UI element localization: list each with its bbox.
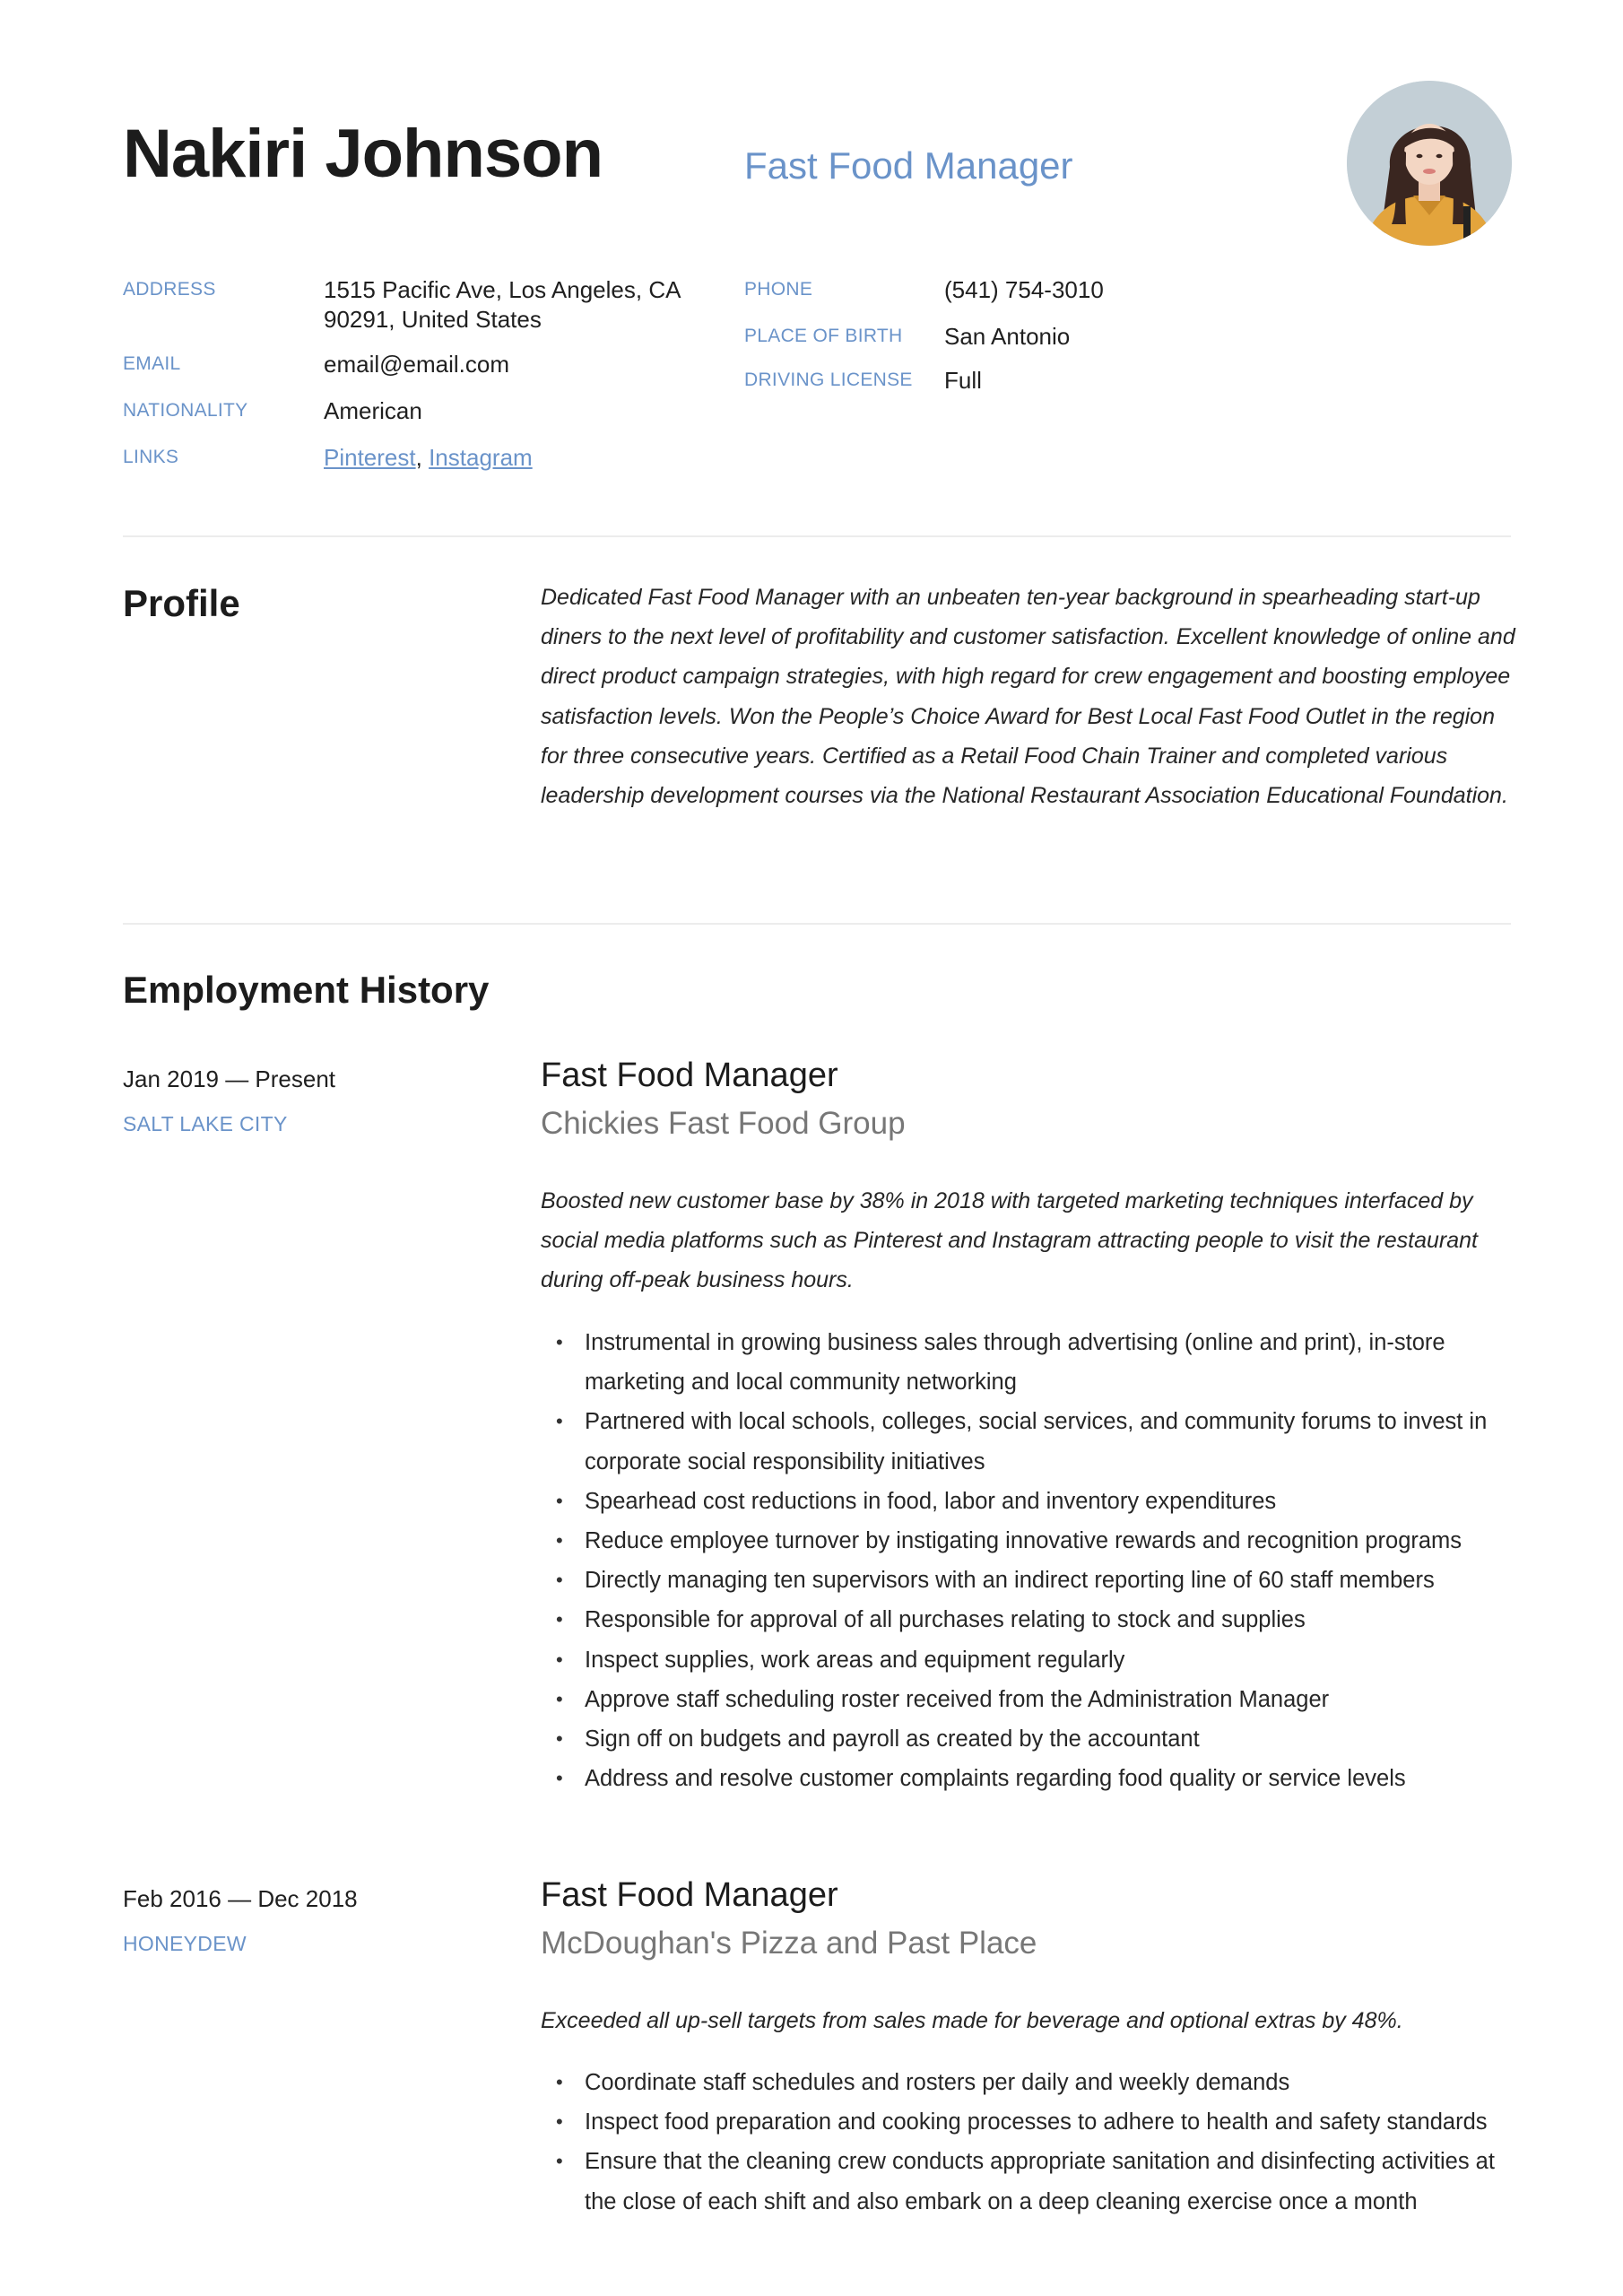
avatar	[1347, 81, 1512, 246]
list-item: • Coordinate staff schedules and rosters per daily and weekly demands	[541, 2063, 1518, 2102]
profile-text: Dedicated Fast Food Manager with an unbeaten ten-year background in spearheading start-up diners to the next level of profitability and customer satisfaction. Excellent knowledge of online and direct product campaign strategies, with high regard for crew engagement and boosting employee satisfaction levels. Won the People’s Choice Award for Best Local Fast Food Outlet in the region for three consecutive years. Certified as a Retail Food Chain Trainer and completed various leadership development courses via the National Restaurant Association Educational Foundation.	[541, 585, 1515, 809]
list-item: • Inspect supplies, work areas and equipment regularly	[541, 1640, 1518, 1680]
job-role: Fast Food Manager	[541, 1876, 838, 1914]
list-item: • Inspect food preparation and cooking processes to adhere to health and safety standards	[541, 2102, 1518, 2142]
list-item: • Ensure that the cleaning crew conducts appropriate sanitation and disinfecting activities at the close of each shift and also embark on a deep cleaning exercise once a month	[541, 2142, 1518, 2221]
job-employer: Chickies Fast Food Group	[541, 1106, 906, 1141]
list-item: • Instrumental in growing business sales through advertising (online and print), in-store marketing and local community networking	[541, 1323, 1518, 1402]
links-value	[324, 443, 533, 473]
address-line-2: 90291, United States	[324, 306, 542, 333]
list-item: • Reduce employee turnover by instigating innovative rewards and recognition programs	[541, 1521, 1518, 1561]
profile-heading: Profile	[123, 582, 240, 624]
job-summary: Exceeded all up-sell targets from sales made for beverage and optional extras by 48%.	[541, 2008, 1403, 2033]
candidate-job-title: Fast Food Manager	[744, 144, 1073, 187]
email-value: email@email.com	[324, 351, 509, 378]
list-item: • Approve staff scheduling roster received from the Administration Manager	[541, 1680, 1518, 1719]
job-employer: McDoughan's Pizza and Past Place	[541, 1926, 1037, 1961]
list-item: • Sign off on budgets and payroll as created by the accountant	[541, 1719, 1518, 1759]
birth-label: PLACE OF BIRTH	[744, 326, 903, 346]
job-summary: Boosted new customer base by 38% in 2018 with targeted marketing techniques interfaced by social media platforms such as Pinterest and Instagram attracting people to visit the restaurant during off-peak business hours.	[541, 1188, 1478, 1293]
job-dates: Feb 2016 — Dec 2018	[123, 1885, 358, 1912]
list-item: • Responsible for approval of all purchases relating to stock and supplies	[541, 1600, 1518, 1639]
avatar-portrait-icon	[1347, 81, 1512, 246]
phone-label: PHONE	[744, 279, 813, 300]
list-item: • Spearhead cost reductions in food, labor and inventory expenditures	[541, 1482, 1518, 1521]
job-role: Fast Food Manager	[541, 1057, 838, 1094]
list-item: • Address and resolve customer complaints regarding food quality or service levels	[541, 1759, 1518, 1798]
employment-heading: Employment History	[123, 969, 490, 1011]
list-item: • Directly managing ten supervisors with an indirect reporting line of 60 staff members	[541, 1561, 1518, 1600]
license-label: DRIVING LICENSE	[744, 370, 913, 390]
divider	[123, 923, 1511, 925]
job-dates: Jan 2019 — Present	[123, 1065, 336, 1092]
address-label: ADDRESS	[123, 279, 216, 300]
birth-value: San Antonio	[944, 323, 1071, 350]
nationality-value: American	[324, 397, 422, 424]
links-label: LINKS	[123, 447, 179, 467]
instagram-link[interactable]: Instagram	[429, 444, 533, 471]
links-separator: ,	[415, 444, 422, 471]
divider	[123, 535, 1511, 537]
license-value: Full	[944, 367, 982, 394]
job-bullets	[541, 2063, 1518, 2222]
phone-value: (541) 754-3010	[944, 276, 1104, 303]
list-item: • Partnered with local schools, colleges, social services, and community forums to invest in corporate social responsibility initiatives	[541, 1402, 1518, 1481]
pinterest-link[interactable]: Pinterest	[324, 444, 416, 471]
job-city: SALT LAKE CITY	[123, 1112, 288, 1135]
email-label: EMAIL	[123, 353, 181, 374]
job-bullets	[541, 1323, 1518, 1798]
address-line-1: 1515 Pacific Ave, Los Angeles, CA	[324, 276, 681, 303]
nationality-label: NATIONALITY	[123, 400, 248, 421]
job-city: HONEYDEW	[123, 1932, 247, 1955]
candidate-name: Nakiri Johnson	[123, 116, 603, 192]
